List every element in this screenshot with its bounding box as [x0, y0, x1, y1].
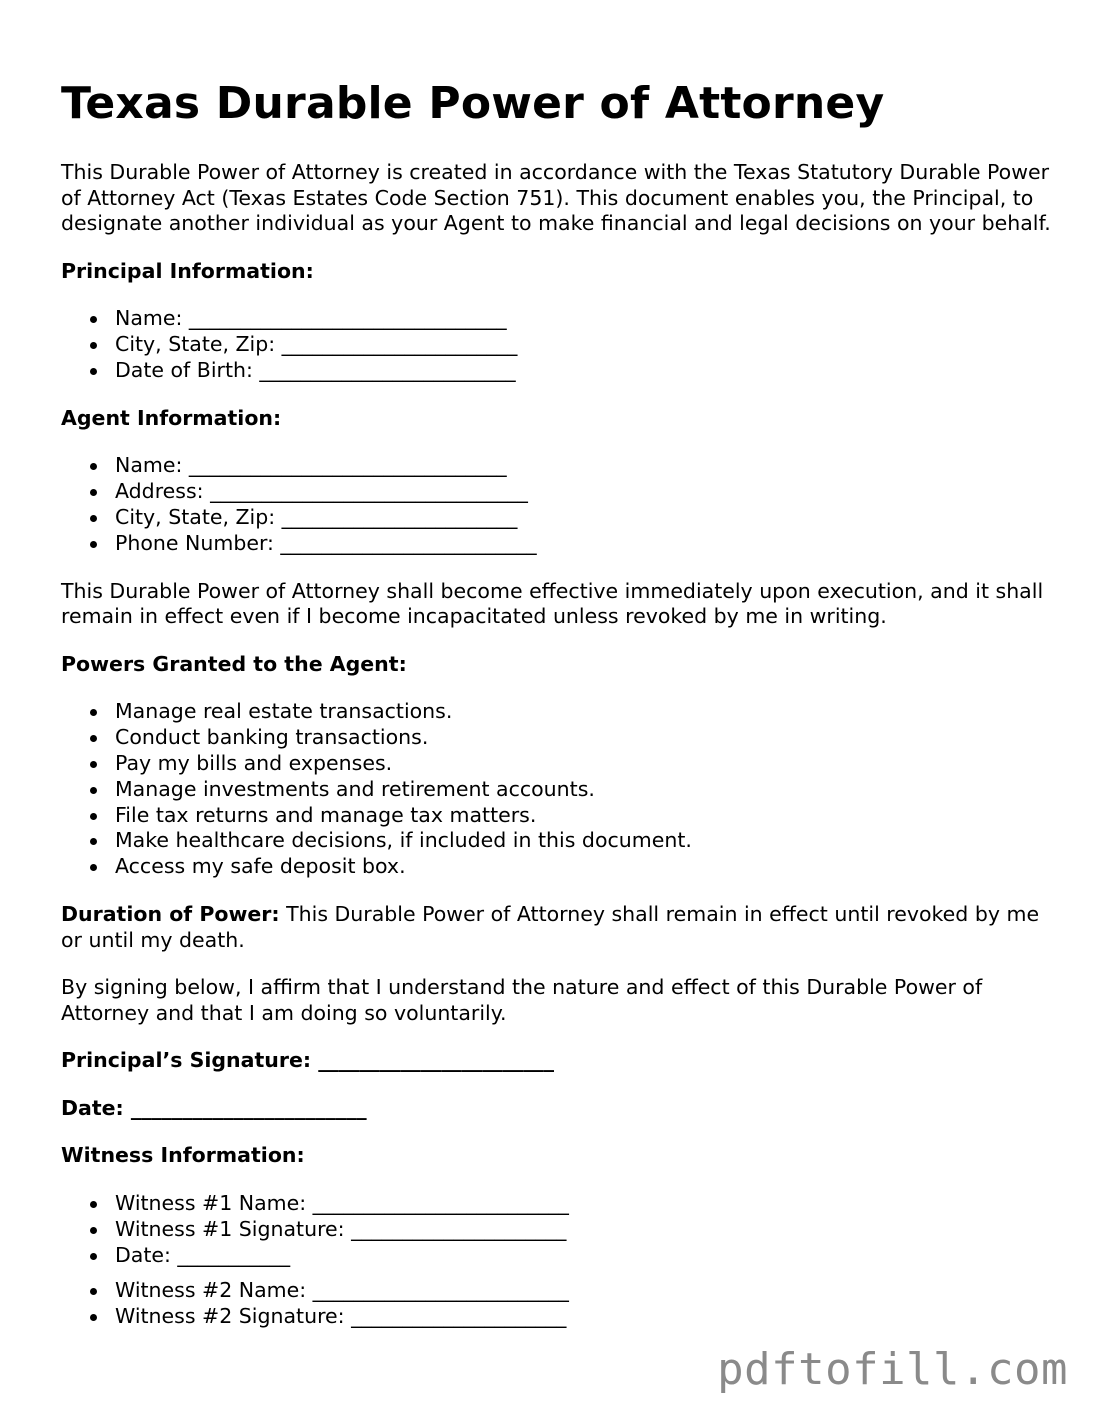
power-item: Pay my bills and expenses.	[115, 751, 1051, 777]
agent-name-field[interactable]: Name: _______________________________	[115, 453, 1051, 479]
duration-paragraph	[61, 902, 1051, 953]
affirm-paragraph: By signing below, I affirm that I understand the nature and effect of this Durable Power of Attorney and that I am doing so voluntarily.	[61, 975, 983, 1025]
witness1-date-field[interactable]: Date: ___________	[115, 1243, 1051, 1269]
principal-heading: Principal Information:	[61, 258, 314, 283]
agent-phone-field[interactable]: Phone Number: _________________________	[115, 531, 1051, 557]
agent-heading: Agent Information:	[61, 405, 282, 430]
document-title: Texas Durable Power of Attorney	[61, 78, 885, 129]
power-item: Conduct banking transactions.	[115, 725, 1051, 751]
agent-fields-list	[61, 453, 1051, 556]
witness1-name-field[interactable]: Witness #1 Name: _________________________	[115, 1191, 1051, 1217]
duration-label: Duration of Power:	[61, 901, 280, 926]
powers-list	[61, 699, 1051, 880]
power-item: Make healthcare decisions, if included in this document.	[115, 828, 1051, 854]
witness2-fields-list	[61, 1278, 1051, 1330]
principal-fields-list	[61, 306, 1051, 383]
power-item: File tax returns and manage tax matters.	[115, 803, 1051, 829]
witness-heading: Witness Information:	[61, 1143, 305, 1168]
agent-city-field[interactable]: City, State, Zip: _______________________	[115, 505, 1051, 531]
power-item: Manage investments and retirement accounts.	[115, 777, 1051, 803]
principal-city-field[interactable]: City, State, Zip: _______________________	[115, 332, 1051, 358]
document-page	[61, 78, 1051, 1330]
duration-text: This Durable Power of Attorney shall remain in effect until revoked by me or until my death.	[61, 901, 1040, 952]
powers-heading: Powers Granted to the Agent:	[61, 651, 407, 676]
power-item: Manage real estate transactions.	[115, 699, 1051, 725]
principal-name-field[interactable]: Name: _______________________________	[115, 306, 1051, 332]
effective-paragraph: This Durable Power of Attorney shall become effective immediately upon execution, and it shall remain in effect even if I become incapacitated unless revoked by me in writing.	[61, 578, 1044, 629]
signature-date-field[interactable]: Date: _______________________	[61, 1095, 367, 1120]
power-item: Access my safe deposit box.	[115, 854, 1051, 880]
witness1-signature-field[interactable]: Witness #1 Signature: _____________________	[115, 1217, 1051, 1243]
agent-address-field[interactable]: Address: _______________________________	[115, 479, 1051, 505]
principal-dob-field[interactable]: Date of Birth: _________________________	[115, 358, 1051, 384]
intro-paragraph: This Durable Power of Attorney is created in accordance with the Texas Statutory Durable Power of Attorney Act (Texas Estates Code Section 751). This document enables you, the Principal, to designate another individual as your Agent to make financial and legal decisions on your behalf.	[61, 160, 1051, 236]
watermark-logo: pdftofill.com	[717, 1344, 1068, 1395]
witness2-signature-field[interactable]: Witness #2 Signature: _____________________	[115, 1304, 1051, 1330]
principal-signature-field[interactable]: Principal’s Signature: _______________________	[61, 1048, 554, 1073]
witness1-fields-list	[61, 1191, 1051, 1268]
witness2-name-field[interactable]: Witness #2 Name: _________________________	[115, 1278, 1051, 1304]
